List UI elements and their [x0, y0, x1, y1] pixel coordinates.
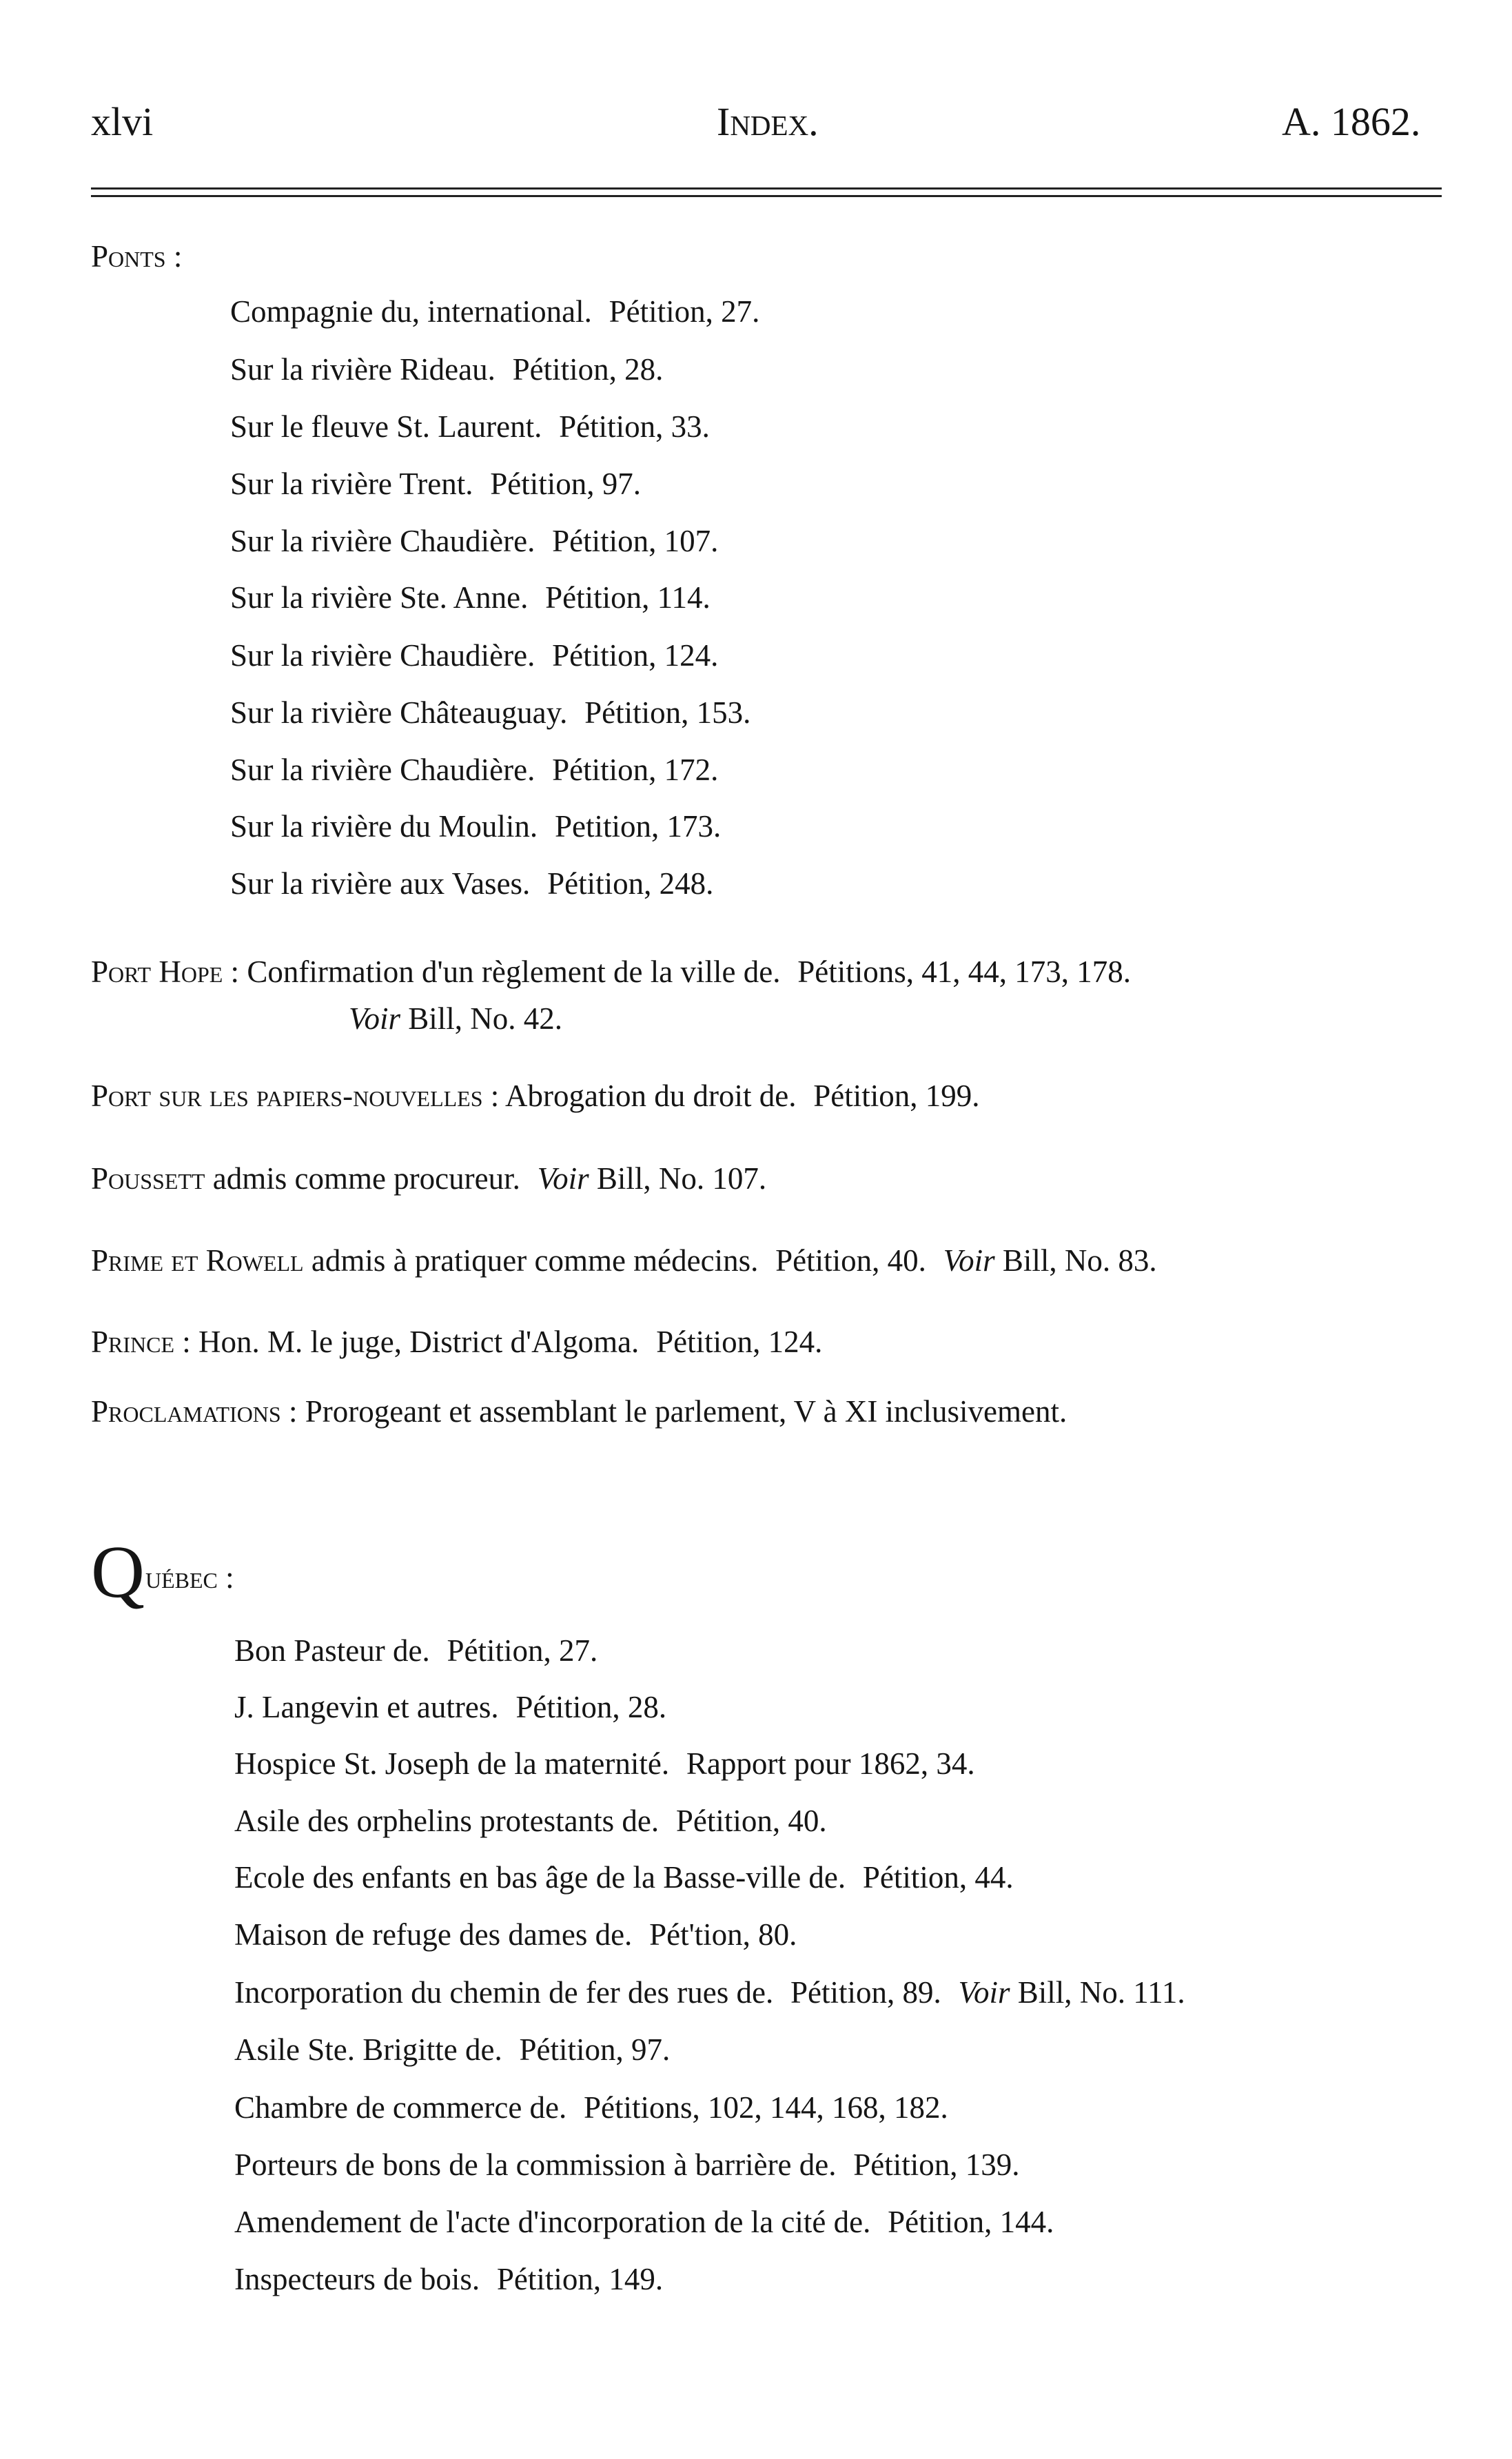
- quebec-entry: [234, 1862, 1014, 1893]
- page-number: xlvi: [91, 99, 154, 144]
- proclamations-heading: Proclamations :: [91, 1394, 298, 1429]
- quebec-entry: [234, 1635, 597, 1666]
- entry-text: Bon Pasteur de.: [234, 1633, 430, 1668]
- port-hope-heading: Port Hope :: [91, 955, 240, 989]
- voir-ref: Bill, No. 107.: [596, 1161, 767, 1196]
- ponts-heading: Ponts :: [91, 239, 183, 274]
- entry-text: Maison de refuge des dames de.: [234, 1917, 633, 1952]
- port-papiers-heading: Port sur les papiers-nouvelles :: [91, 1079, 500, 1113]
- quebec-entry: [234, 2092, 948, 2123]
- ponts-entry: [230, 582, 711, 613]
- header-rule-top: [91, 187, 1442, 190]
- entry-ref: Pétition, 40.: [675, 1804, 827, 1838]
- ponts-entry: [230, 697, 750, 728]
- prime-text: admis à pratiquer comme médecins.: [311, 1243, 759, 1278]
- entry-text: Asile des orphelins protestants de.: [234, 1804, 660, 1838]
- prime-ref: Pétition, 40.: [775, 1243, 926, 1278]
- entry-ref: Pétition, 114.: [545, 580, 711, 615]
- quebec-entry: [234, 1977, 1185, 2008]
- ponts-entry: [230, 868, 713, 899]
- ponts-entry: [230, 811, 721, 842]
- voir-ref: Bill, No. 42.: [408, 1001, 563, 1036]
- quebec-heading: [91, 1531, 234, 1613]
- page-title: Index.: [717, 99, 819, 144]
- ponts-entry: [230, 296, 759, 327]
- quebec-entry: [234, 2034, 670, 2065]
- ponts-entry: [230, 640, 718, 671]
- port-hope-ref: Pétitions, 41, 44, 173, 178.: [797, 955, 1131, 989]
- entry-ref: Pétition, 248.: [547, 866, 714, 901]
- entry-text: Asile Ste. Brigitte de.: [234, 2032, 502, 2067]
- prime-entry: [91, 1245, 1157, 1276]
- voir-ref: Bill, No. 83.: [1002, 1243, 1157, 1278]
- voir-word: Voir: [943, 1243, 995, 1278]
- poussett-heading: Poussett: [91, 1161, 205, 1196]
- entry-ref: Pétition, 44.: [862, 1860, 1014, 1895]
- entry-text: Incorporation du chemin de fer des rues de.: [234, 1975, 774, 2010]
- port-papiers-ref: Pétition, 199.: [813, 1079, 980, 1113]
- entry-text: Sur la rivière Ste. Anne.: [230, 580, 529, 615]
- ponts-entry: [230, 469, 641, 500]
- entry-text: Sur la rivière Chaudière.: [230, 753, 535, 787]
- voir-word: Voir: [349, 1001, 401, 1036]
- quebec-entry: [234, 2207, 1054, 2238]
- entry-ref: Pétition, 139.: [853, 2147, 1020, 2182]
- entry-ref: Pét'tion, 80.: [649, 1917, 797, 1952]
- entry-ref: Pétition, 28.: [512, 352, 664, 387]
- quebec-entry: [234, 1806, 827, 1837]
- entry-text: Hospice St. Joseph de la maternité.: [234, 1746, 670, 1781]
- header-rule-bottom: [91, 195, 1442, 197]
- entry-ref: Pétition, 144.: [888, 2205, 1054, 2239]
- port-hope-voir: [349, 1003, 562, 1034]
- page-year: A. 1862.: [1282, 99, 1421, 144]
- entry-ref: Pétition, 28.: [515, 1690, 667, 1724]
- prime-heading: Prime et Rowell: [91, 1243, 304, 1278]
- entry-ref: Petition, 173.: [554, 809, 722, 844]
- entry-ref: Rapport pour 1862, 34.: [686, 1746, 975, 1781]
- entry-ref: Pétition, 153.: [584, 695, 751, 730]
- quebec-entry: [234, 2264, 663, 2295]
- entry-ref: Pétition, 33.: [559, 409, 710, 444]
- prince-entry: [91, 1327, 822, 1358]
- voir-ref: Bill, No. 111.: [1017, 1975, 1185, 2010]
- prince-ref: Pétition, 124.: [656, 1325, 823, 1359]
- entry-text: Sur la rivière Chaudière.: [230, 638, 535, 673]
- prince-heading: Prince :: [91, 1325, 191, 1359]
- entry-ref: Pétition, 149.: [496, 2262, 664, 2296]
- voir-word: Voir: [537, 1161, 589, 1196]
- entry-ref: Pétition, 27.: [447, 1633, 598, 1668]
- quebec-initial: Q: [91, 1531, 145, 1613]
- ponts-entry: [230, 354, 663, 385]
- ponts-entry: [230, 526, 718, 557]
- quebec-entry: [234, 1692, 666, 1723]
- quebec-heading-rest: uébec :: [145, 1560, 234, 1595]
- poussett-entry: [91, 1163, 766, 1194]
- entry-text: Sur la rivière Chaudière.: [230, 524, 535, 558]
- proclamations-text: Prorogeant et assemblant le parlement, V à XI inclusivement.: [305, 1394, 1067, 1429]
- quebec-entry: [234, 1919, 797, 1950]
- entry-ref: Pétition, 172.: [552, 753, 719, 787]
- entry-ref: Pétition, 97.: [490, 467, 641, 501]
- entry-ref: Pétitions, 102, 144, 168, 182.: [584, 2090, 948, 2125]
- quebec-entry: [234, 1748, 975, 1779]
- entry-ref: Pétition, 124.: [552, 638, 719, 673]
- entry-text: J. Langevin et autres.: [234, 1690, 499, 1724]
- port-papiers-entry: [91, 1081, 980, 1112]
- port-hope-entry: [91, 957, 1131, 988]
- entry-ref: Pétition, 27.: [609, 294, 760, 329]
- entry-text: Sur la rivière aux Vases.: [230, 866, 531, 901]
- poussett-text: admis comme procureur.: [212, 1161, 520, 1196]
- port-hope-text: Confirmation d'un règlement de la ville de.: [247, 955, 781, 989]
- voir-word: Voir: [958, 1975, 1010, 2010]
- entry-ref: Pétition, 97.: [519, 2032, 671, 2067]
- entry-text: Chambre de commerce de.: [234, 2090, 567, 2125]
- quebec-entry: [234, 2147, 1020, 2182]
- entry-text: Sur la rivière Rideau.: [230, 352, 496, 387]
- proclamations-entry: [91, 1396, 1067, 1427]
- entry-text: Sur le fleuve St. Laurent.: [230, 409, 542, 444]
- entry-text: Ecole des enfants en bas âge de la Basse-ville de.: [234, 1860, 846, 1895]
- ponts-entry: [230, 411, 710, 442]
- entry-text: Porteurs de bons de la commission à barrière de.: [234, 2147, 837, 2182]
- entry-text: Inspecteurs de bois.: [234, 2262, 480, 2296]
- entry-ref: Pétition, 89.: [790, 1975, 941, 2010]
- port-papiers-text: Abrogation du droit de.: [505, 1079, 797, 1113]
- entry-text: Compagnie du, international.: [230, 294, 592, 329]
- entry-text: Sur la rivière du Moulin.: [230, 809, 538, 844]
- ponts-entry: [230, 755, 718, 786]
- prince-text: Hon. M. le juge, District d'Algoma.: [198, 1325, 640, 1359]
- entry-text: Amendement de l'acte d'incorporation de la cité de.: [234, 2205, 871, 2239]
- entry-text: Sur la rivière Châteauguay.: [230, 695, 568, 730]
- entry-ref: Pétition, 107.: [552, 524, 719, 558]
- entry-text: Sur la rivière Trent.: [230, 467, 473, 501]
